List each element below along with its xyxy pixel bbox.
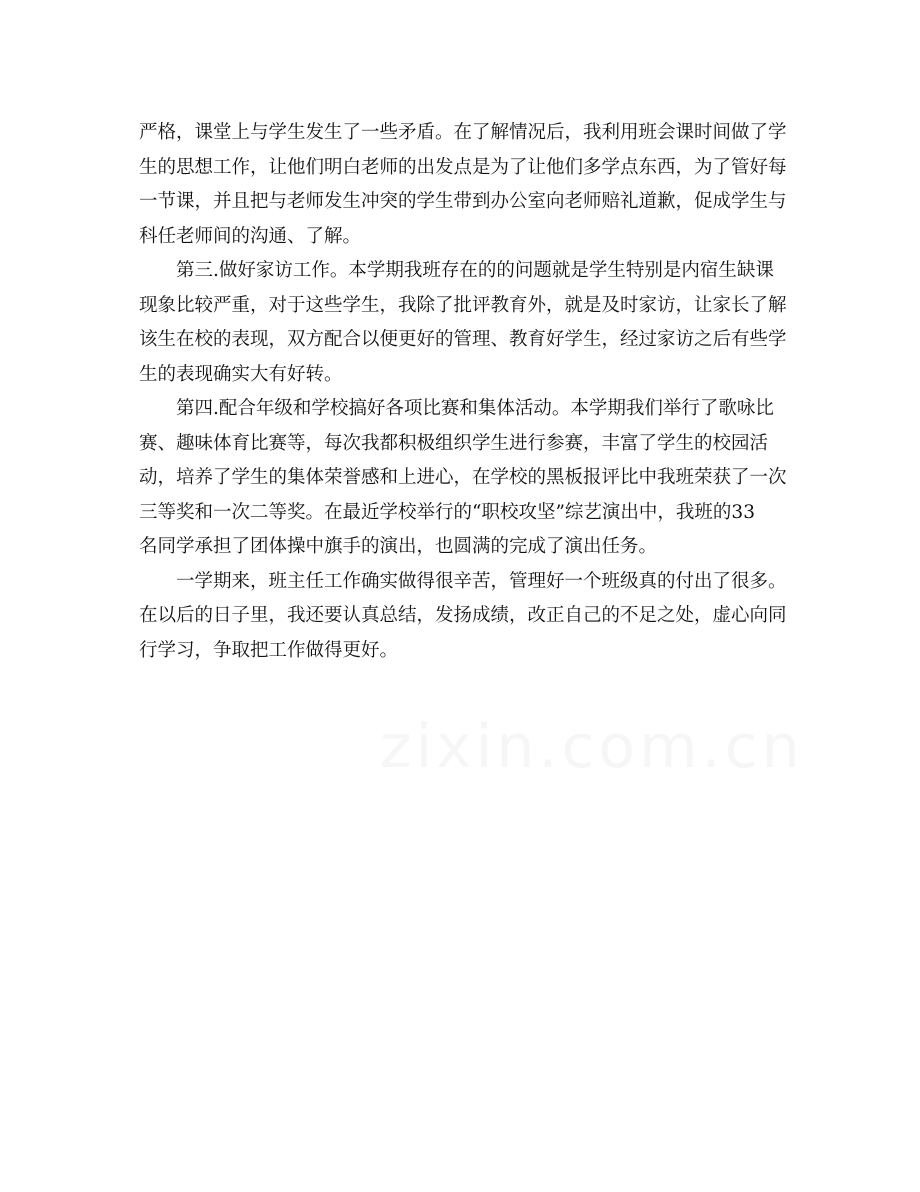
text-line: 行学习，争取把工作做得更好。: [139, 639, 399, 661]
text-line: 三等奖和一次二等奖。在最近学校举行的“职校攻坚”综艺演出中，我班的33: [139, 501, 755, 523]
body-text: [139, 116, 787, 668]
paragraph-3: [139, 392, 787, 565]
text-line: 现象比较严重，对于这些学生，我除了批评教育外，就是及时家访，让家长了解: [139, 294, 787, 316]
text-line: 一学期来，班主任工作确实做得很辛苦，管理好一个班级真的付出了很多。: [176, 570, 787, 592]
paragraph-2: [139, 254, 787, 392]
paragraph-4: [139, 565, 787, 669]
text-line: 在以后的日子里，我还要认真总结，发扬成绩，改正自己的不足之处，虚心向同: [139, 605, 787, 626]
text-line: 该生在校的表现，双方配合以便更好的管理、教育好学生，经过家访之后有些学: [139, 329, 787, 350]
text-line: 一节课，并且把与老师发生冲突的学生带到办公室向老师赔礼道歉，促成学生与: [139, 191, 787, 212]
text-line: 严格，课堂上与学生发生了一些矛盾。在了解情况后，我利用班会课时间做了学: [139, 122, 787, 143]
text-line: 生的思想工作，让他们明白老师的出发点是为了让他们多学点东西，为了管好每: [139, 156, 787, 178]
text-line: 第三.做好家访工作。本学期我班存在的的问题就是学生特别是内宿生缺课: [176, 260, 774, 281]
text-line: 第四.配合年级和学校搞好各项比赛和集体活动。本学期我们举行了歌咏比: [176, 398, 774, 419]
watermark: zixin.com.cn: [380, 712, 804, 782]
text-line: 名同学承担了团体操中旗手的演出，也圆满的完成了演出任务。: [139, 536, 658, 557]
text-line: 动，培养了学生的集体荣誉感和上进心，在学校的黑板报评比中我班荣获了一次: [139, 467, 787, 488]
text-line: 赛、趣味体育比赛等，每次我都积极组织学生进行参赛，丰富了学生的校园活: [139, 432, 769, 454]
text-line: 生的表现确实大有好转。: [139, 363, 343, 385]
text-line: 科任老师间的沟通、了解。: [139, 225, 362, 247]
paragraph-1: [139, 116, 787, 254]
